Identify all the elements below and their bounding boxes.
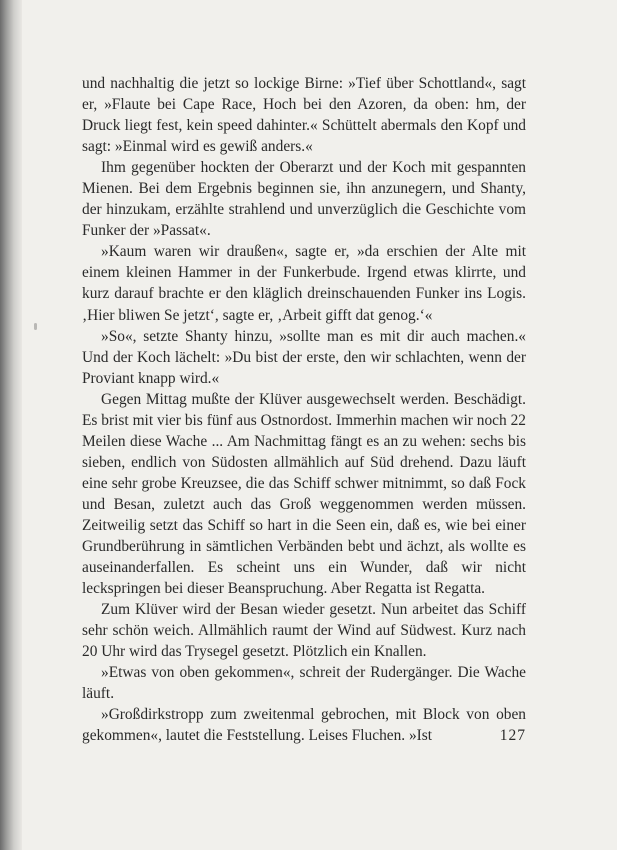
paragraph: Gegen Mittag mußte der Klüver ausgewechselt werden. Beschädigt. Es brist mit vier bis fünf aus Ostnordost. Immerhin machen wir noch 22 Meilen diese Wache ... Am Nachmittag fängt es an zu wehen: sechs bis sieben, endlich von Südosten allmählich auf Süd drehend. Dazu läuft eine sehr grobe Kreuzsee, die das Schiff schwer mitnimmt, so daß Fock und Besan, zuletzt auch das Groß weggenommen werden müssen. Zeitweilig setzt das Schiff so hart in die Seen ein, daß es, wie bei einer Grundberührung in sämtlichen Verbänden bebt und ächzt, als wollte es auseinanderfallen. Es scheint uns ein Wunder, daß wir nicht leckspringen bei dieser Beanspruchung. Aber Regatta ist Regatta. [82, 390, 526, 598]
paragraph: Ihm gegenüber hockten der Oberarzt und der Koch mit gespannten Mienen. Bei dem Ergebnis beginnen sie, ihn anzunegern, und Shanty, der hinzukam, erzählte strahlend und unverzüglich die Geschichte vom Funker der »Passat«. [82, 159, 526, 240]
book-gutter-shadow [0, 0, 22, 850]
paragraph: »So«, setzte Shanty hinzu, »sollte man es mit dir auch machen.« Und der Koch lächelt: »Du bist der erste, den wir schlachten, wenn der Proviant knapp wird.« [82, 327, 526, 387]
paper-speck [34, 323, 37, 330]
page-body-text [82, 73, 526, 747]
paragraph: Zum Klüver wird der Besan wieder gesetzt. Nun arbeitet das Schiff sehr schön weich. Allmählich raumt der Wind auf Südwest. Kurz nach 20 Uhr wird das Trysegel gesetzt. Plötzlich ein Knallen. [82, 601, 526, 661]
page-number: 127 [499, 727, 526, 744]
paragraph: »Etwas von oben gekommen«, schreit der Rudergänger. Die Wache läuft. [82, 664, 526, 703]
paragraph: »Kaum waren wir draußen«, sagte er, »da erschien der Alte mit einem kleinen Hammer in der Funkerbude. Irgend etwas klirrte, und kurz darauf brachte er den kläglich dreinschauenden Funker ins Logis. ‚Hier bliwen Se jetzt‘, sagte er, ‚Arbeit gifft dat genog.‘« [82, 243, 526, 324]
paragraph: und nachhaltig die jetzt so lockige Birne: »Tief über Schottland«, sagt er, »Flaute bei Cape Race, Hoch bei den Azoren, da oben: hm, der Druck liegt fest, kein speed dahinter.« Schüttelt abermals den Kopf und sagt: »Einmal wird es gewiß anders.« [82, 75, 526, 156]
paragraph: »Großdirkstropp zum zweitenmal gebrochen, mit Block von oben gekommen«, lautet die Feststellung. Leises Fluchen. »Ist [82, 706, 526, 745]
